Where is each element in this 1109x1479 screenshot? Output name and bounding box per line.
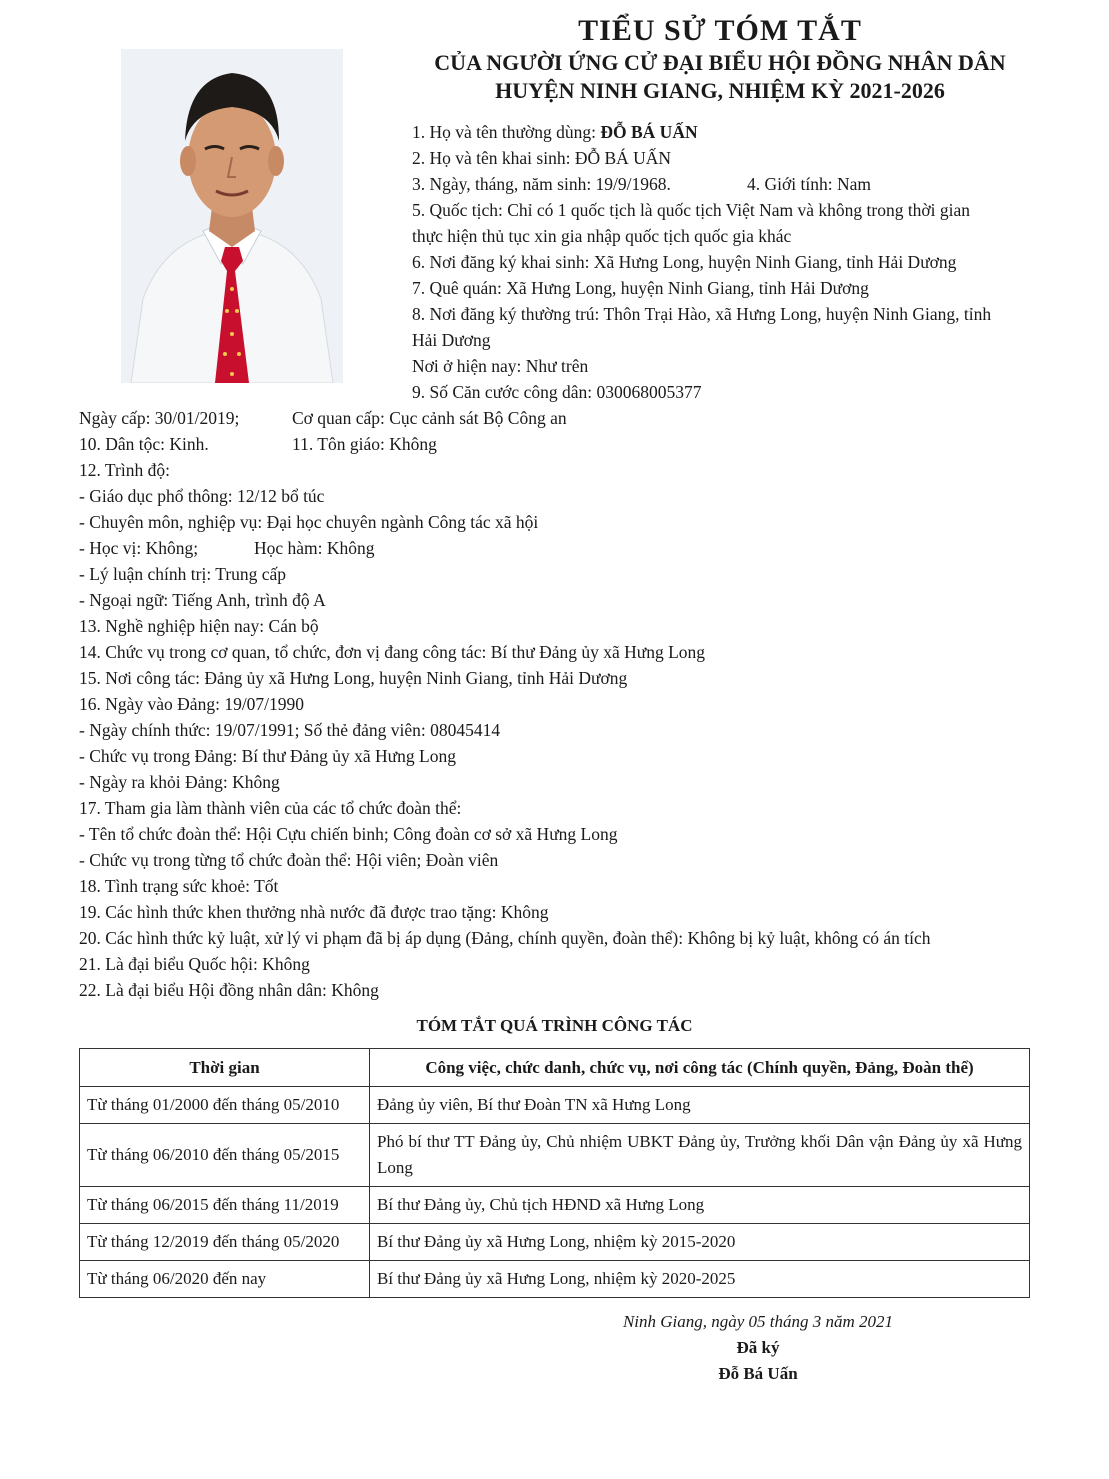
- description-cell: Phó bí thư TT Đảng ủy, Chủ nhiệm UBKT Đảng ủy, Trưởng khối Dân vận Đảng ủy xã Hưng Long: [370, 1124, 1030, 1187]
- column-header-description: Công việc, chức danh, chức vụ, nơi công tác (Chính quyền, Đảng, Đoàn thể): [370, 1049, 1030, 1087]
- time-cell: Từ tháng 06/2020 đến nay: [80, 1261, 370, 1298]
- table-header-row: [80, 1049, 1030, 1087]
- national-assembly-delegate: 21. Là đại biểu Quốc hội: Không: [79, 954, 310, 974]
- academic-title: Học hàm: Không: [254, 538, 375, 558]
- awards: 19. Các hình thức khen thưởng nhà nước đã được trao tặng: Không: [79, 902, 549, 922]
- position: 14. Chức vụ trong cơ quan, tổ chức, đơn vị đang công tác: Bí thư Đảng ủy xã Hưng Long: [79, 642, 706, 662]
- description-cell: Bí thư Đảng ủy, Chủ tịch HĐND xã Hưng Long: [370, 1187, 1030, 1224]
- nationality-line-2: thực hiện thủ tục xin gia nhập quốc tịch quốc gia khác: [412, 226, 792, 246]
- time-cell: Từ tháng 01/2000 đến tháng 05/2010: [80, 1087, 370, 1124]
- party-leave-date: - Ngày ra khỏi Đảng: Không: [79, 772, 280, 792]
- portrait-image: [121, 49, 343, 383]
- work-history-title: TÓM TẮT QUÁ TRÌNH CÔNG TÁC: [416, 1016, 693, 1035]
- signer-name: Đỗ Bá Uấn: [718, 1364, 798, 1383]
- issuing-agency: Cơ quan cấp: Cục cảnh sát Bộ Công an: [292, 408, 567, 428]
- nationality-line-1: 5. Quốc tịch: Chỉ có 1 quốc tịch là quốc tịch Việt Nam và không trong thời gian: [412, 200, 971, 220]
- organizations-heading: 17. Tham gia làm thành viên của các tổ chức đoàn thể:: [79, 798, 462, 818]
- candidate-photo: [121, 49, 343, 383]
- info-line-2: 2. Họ và tên khai sinh: ĐỖ BÁ UẤN: [412, 148, 672, 168]
- education-heading: 12. Trình độ:: [79, 460, 170, 480]
- table-row: [80, 1087, 1030, 1124]
- party-position: - Chức vụ trong Đảng: Bí thư Đảng ủy xã Hưng Long: [79, 746, 456, 766]
- table-row: [80, 1261, 1030, 1298]
- citizen-id: 9. Số Căn cước công dân: 030068005377: [412, 382, 702, 402]
- residence-line-1: 8. Nơi đăng ký thường trú: Thôn Trại Hào, xã Hưng Long, huyện Ninh Giang, tỉnh: [412, 304, 992, 324]
- party-official-date: - Ngày chính thức: 19/07/1991; Số thẻ đảng viên: 08045414: [79, 720, 501, 740]
- ethnicity: 10. Dân tộc: Kinh.: [79, 434, 209, 454]
- table-row: [80, 1124, 1030, 1187]
- workplace: 15. Nơi công tác: Đảng ủy xã Hưng Long, huyện Ninh Giang, tỉnh Hải Dương: [79, 668, 628, 688]
- description-cell: Bí thư Đảng ủy xã Hưng Long, nhiệm kỳ 2020-2025: [370, 1261, 1030, 1298]
- document-subtitle-1: CỦA NGƯỜI ỨNG CỬ ĐẠI BIỂU HỘI ĐỒNG NHÂN DÂN: [434, 50, 1006, 75]
- full-name-value: ĐỖ BÁ UẤN: [600, 122, 698, 142]
- document-subtitle-2: HUYỆN NINH GIANG, NHIỆM KỲ 2021-2026: [495, 78, 945, 103]
- general-education: - Giáo dục phổ thông: 12/12 bổ túc: [79, 486, 325, 506]
- occupation: 13. Nghề nghiệp hiện nay: Cán bộ: [79, 616, 319, 636]
- foreign-language: - Ngoại ngữ: Tiếng Anh, trình độ A: [79, 590, 326, 610]
- description-cell: Bí thư Đảng ủy xã Hưng Long, nhiệm kỳ 2015-2020: [370, 1224, 1030, 1261]
- political-theory: - Lý luận chính trị: Trung cấp: [79, 564, 287, 584]
- organization-roles: - Chức vụ trong từng tổ chức đoàn thể: Hội viên; Đoàn viên: [79, 850, 499, 870]
- gender: 4. Giới tính: Nam: [747, 174, 871, 194]
- time-cell: Từ tháng 12/2019 đến tháng 05/2020: [80, 1224, 370, 1261]
- description-cell: Đảng ủy viên, Bí thư Đoàn TN xã Hưng Long: [370, 1087, 1030, 1124]
- document-title: TIỂU SỬ TÓM TẮT: [578, 14, 862, 47]
- birth-date: 3. Ngày, tháng, năm sinh: 19/9/1968.: [412, 174, 671, 194]
- time-cell: Từ tháng 06/2010 đến tháng 05/2015: [80, 1124, 370, 1187]
- residence-line-2: Hải Dương: [412, 330, 491, 350]
- birth-registration: 6. Nơi đăng ký khai sinh: Xã Hưng Long, huyện Ninh Giang, tỉnh Hải Dương: [412, 252, 957, 272]
- time-cell: Từ tháng 06/2015 đến tháng 11/2019: [80, 1187, 370, 1224]
- full-name-label: 1. Họ và tên thường dùng:: [412, 122, 601, 142]
- signature-place-date: Ninh Giang, ngày 05 tháng 3 năm 2021: [622, 1312, 894, 1331]
- table-row: [80, 1187, 1030, 1224]
- signature-status: Đã ký: [736, 1338, 780, 1357]
- current-residence: Nơi ở hiện nay: Như trên: [412, 356, 589, 376]
- organization-names: - Tên tổ chức đoàn thể: Hội Cựu chiến binh; Công đoàn cơ sở xã Hưng Long: [79, 824, 618, 844]
- disciplinary-record: 20. Các hình thức kỷ luật, xử lý vi phạm đã bị áp dụng (Đảng, chính quyền, đoàn thể): Không bị kỷ luật, không có án tích: [79, 928, 931, 948]
- health-status: 18. Tình trạng sức khoẻ: Tốt: [79, 876, 279, 896]
- table-row: [80, 1224, 1030, 1261]
- column-header-time: Thời gian: [80, 1049, 370, 1087]
- academic-degree: - Học vị: Không;: [79, 538, 199, 558]
- hometown: 7. Quê quán: Xã Hưng Long, huyện Ninh Giang, tỉnh Hải Dương: [412, 278, 869, 298]
- issue-date: Ngày cấp: 30/01/2019;: [79, 408, 240, 428]
- party-join-date: 16. Ngày vào Đảng: 19/07/1990: [79, 694, 305, 714]
- professional-qualification: - Chuyên môn, nghiệp vụ: Đại học chuyên ngành Công tác xã hội: [79, 512, 539, 532]
- info-line-1: [412, 119, 698, 145]
- religion: 11. Tôn giáo: Không: [292, 434, 437, 454]
- work-history-table: [79, 1048, 1030, 1298]
- council-delegate: 22. Là đại biểu Hội đồng nhân dân: Không: [79, 980, 379, 1000]
